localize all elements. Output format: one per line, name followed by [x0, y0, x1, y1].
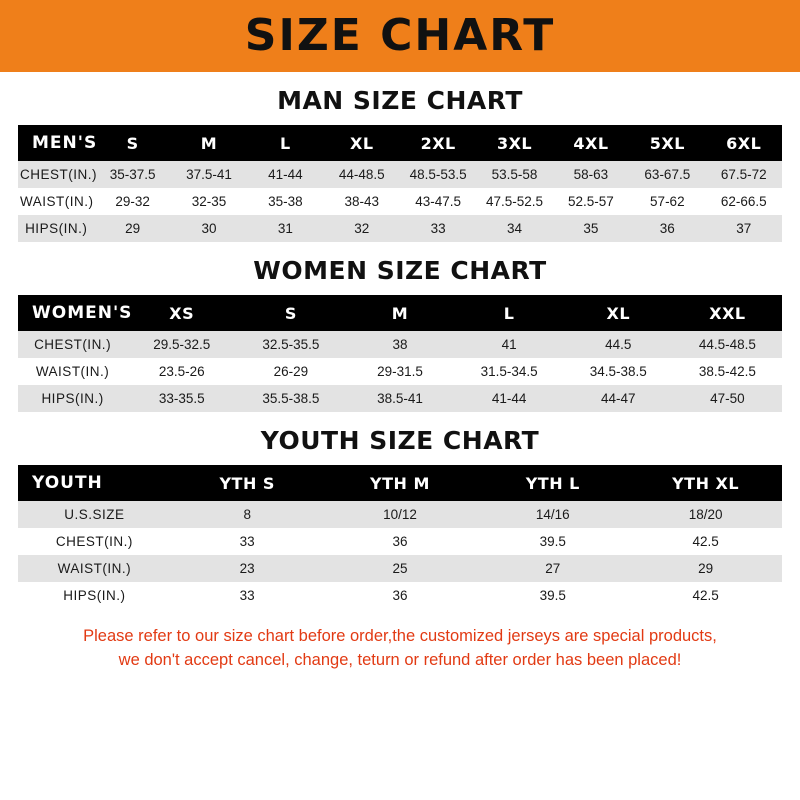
women-hips-xl: 44-47	[564, 385, 673, 412]
youth-chest-s: 33	[171, 528, 324, 555]
section-title-women: WOMEN SIZE CHART	[253, 256, 547, 285]
women-row-label-chest: CHEST(IN.)	[18, 331, 127, 358]
youth-col-m: YTH M	[370, 473, 430, 493]
footer-note	[18, 625, 782, 673]
women-label-head: WOMEN'S	[32, 303, 133, 323]
men-row-label-hips: HIPS(IN.)	[18, 215, 94, 242]
men-col-m: M	[200, 133, 218, 153]
women-waist-xl: 34.5-38.5	[564, 358, 673, 385]
table-row	[18, 582, 782, 609]
table-row	[18, 555, 782, 582]
men-waist-s: 29-32	[94, 188, 170, 215]
table-header-row	[18, 125, 782, 161]
women-chest-m: 38	[345, 331, 454, 358]
men-col-xl: XL	[349, 133, 374, 153]
women-waist-xs: 23.5-26	[127, 358, 236, 385]
men-hips-4xl: 35	[553, 215, 629, 242]
women-col-xxl: XXL	[709, 303, 746, 323]
men-chest-4xl: 58-63	[553, 161, 629, 188]
men-chest-m: 37.5-41	[171, 161, 247, 188]
women-col-xs: XS	[169, 303, 195, 323]
youth-col-l: YTH L	[525, 473, 580, 493]
women-col-m: M	[391, 303, 409, 323]
youth-label-head: YOUTH	[32, 473, 103, 493]
youth-row-label-hips: HIPS(IN.)	[18, 582, 171, 609]
men-label-head: MEN'S	[32, 133, 98, 153]
men-hips-m: 30	[171, 215, 247, 242]
youth-chest-m: 36	[324, 528, 477, 555]
section-title-youth: YOUTH SIZE CHART	[260, 426, 540, 455]
women-hips-xs: 33-35.5	[127, 385, 236, 412]
youth-col-xl: YTH XL	[672, 473, 740, 493]
men-waist-2xl: 43-47.5	[400, 188, 476, 215]
women-chest-l: 41	[455, 331, 564, 358]
women-waist-l: 31.5-34.5	[455, 358, 564, 385]
women-row-label-waist: WAIST(IN.)	[18, 358, 127, 385]
youth-ussize-xl: 18/20	[629, 501, 782, 528]
men-waist-l: 35-38	[247, 188, 323, 215]
women-size-table	[18, 295, 782, 412]
table-row	[18, 358, 782, 385]
women-waist-xxl: 38.5-42.5	[673, 358, 782, 385]
table-row	[18, 501, 782, 528]
youth-waist-m: 25	[324, 555, 477, 582]
men-waist-6xl: 62-66.5	[706, 188, 782, 215]
men-hips-5xl: 36	[629, 215, 705, 242]
men-col-6xl: 6XL	[726, 133, 762, 153]
women-row-label-hips: HIPS(IN.)	[18, 385, 127, 412]
men-waist-3xl: 47.5-52.5	[476, 188, 552, 215]
men-hips-xl: 32	[324, 215, 400, 242]
women-col-xl: XL	[606, 303, 631, 323]
women-hips-s: 35.5-38.5	[236, 385, 345, 412]
men-col-5xl: 5XL	[649, 133, 685, 153]
content-area	[0, 86, 800, 673]
men-hips-6xl: 37	[706, 215, 782, 242]
table-header-row	[18, 465, 782, 501]
youth-waist-xl: 29	[629, 555, 782, 582]
women-chest-xl: 44.5	[564, 331, 673, 358]
men-chest-3xl: 53.5-58	[476, 161, 552, 188]
women-hips-xxl: 47-50	[673, 385, 782, 412]
men-col-l: L	[280, 133, 291, 153]
men-col-4xl: 4XL	[573, 133, 609, 153]
youth-row-label-waist: WAIST(IN.)	[18, 555, 171, 582]
men-chest-s: 35-37.5	[94, 161, 170, 188]
men-chest-l: 41-44	[247, 161, 323, 188]
page-title: SIZE CHART	[244, 10, 556, 61]
men-hips-s: 29	[94, 215, 170, 242]
footer-note-line-1: Please refer to our size chart before order,the customized jerseys are special products,	[83, 627, 717, 645]
women-waist-m: 29-31.5	[345, 358, 454, 385]
table-row	[18, 528, 782, 555]
men-hips-l: 31	[247, 215, 323, 242]
women-chest-xs: 29.5-32.5	[127, 331, 236, 358]
men-hips-3xl: 34	[476, 215, 552, 242]
women-hips-m: 38.5-41	[345, 385, 454, 412]
men-col-2xl: 2XL	[420, 133, 456, 153]
youth-col-s: YTH S	[219, 473, 275, 493]
youth-hips-l: 39.5	[476, 582, 629, 609]
youth-waist-s: 23	[171, 555, 324, 582]
men-waist-5xl: 57-62	[629, 188, 705, 215]
table-row	[18, 385, 782, 412]
men-row-label-waist: WAIST(IN.)	[18, 188, 94, 215]
men-chest-6xl: 67.5-72	[706, 161, 782, 188]
footer-note-line-2: we don't accept cancel, change, teturn or refund after order has been placed!	[118, 650, 682, 669]
women-chest-s: 32.5-35.5	[236, 331, 345, 358]
section-title-men: MAN SIZE CHART	[277, 86, 523, 115]
youth-hips-m: 36	[324, 582, 477, 609]
youth-waist-l: 27	[476, 555, 629, 582]
women-hips-l: 41-44	[455, 385, 564, 412]
youth-hips-xl: 42.5	[629, 582, 782, 609]
table-row	[18, 188, 782, 215]
men-chest-5xl: 63-67.5	[629, 161, 705, 188]
youth-ussize-s: 8	[171, 501, 324, 528]
men-col-s: S	[126, 133, 139, 153]
men-waist-xl: 38-43	[324, 188, 400, 215]
youth-ussize-m: 10/12	[324, 501, 477, 528]
youth-chest-xl: 42.5	[629, 528, 782, 555]
women-waist-s: 26-29	[236, 358, 345, 385]
women-col-s: S	[284, 303, 297, 323]
men-waist-4xl: 52.5-57	[553, 188, 629, 215]
men-waist-m: 32-35	[171, 188, 247, 215]
men-chest-xl: 44-48.5	[324, 161, 400, 188]
header-band	[0, 0, 800, 72]
youth-ussize-l: 14/16	[476, 501, 629, 528]
men-col-3xl: 3XL	[496, 133, 533, 153]
youth-row-label-ussize: U.S.SIZE	[18, 501, 171, 528]
men-size-table	[18, 125, 782, 242]
youth-row-label-chest: CHEST(IN.)	[18, 528, 171, 555]
men-row-label-chest: CHEST(IN.)	[18, 161, 94, 188]
women-chest-xxl: 44.5-48.5	[673, 331, 782, 358]
table-row	[18, 215, 782, 242]
men-hips-2xl: 33	[400, 215, 476, 242]
table-row	[18, 331, 782, 358]
youth-chest-l: 39.5	[476, 528, 629, 555]
men-chest-2xl: 48.5-53.5	[400, 161, 476, 188]
table-header-row	[18, 295, 782, 331]
table-row	[18, 161, 782, 188]
youth-size-table	[18, 465, 782, 609]
youth-hips-s: 33	[171, 582, 324, 609]
women-col-l: L	[503, 303, 515, 323]
